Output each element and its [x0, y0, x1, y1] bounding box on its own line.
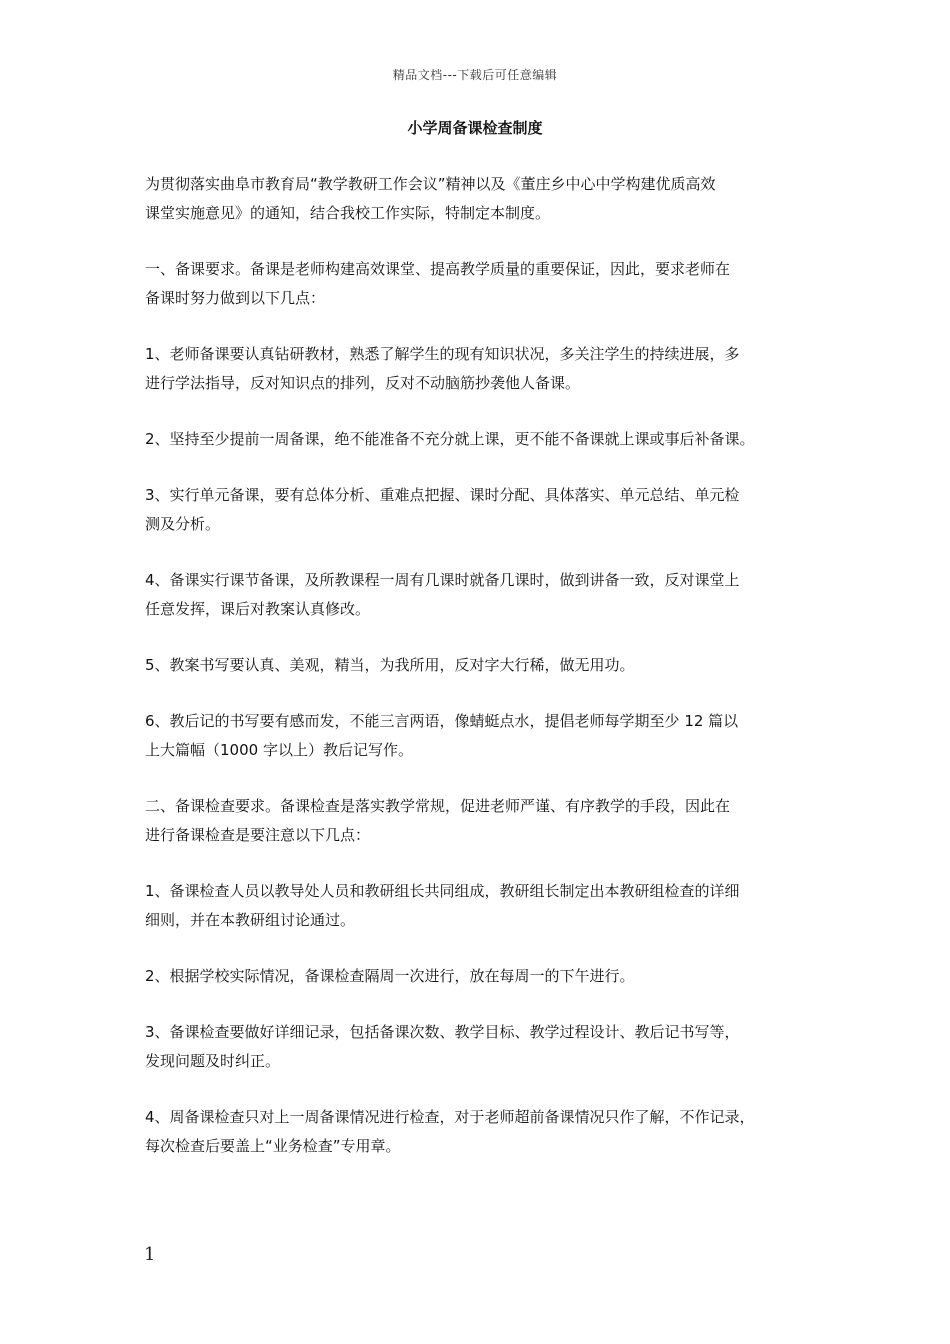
- intro-paragraph: 为贯彻落实曲阜市教育局“教学教研工作会议”精神以及《董庄乡中心中学构建优质高效 课堂实施意见》的通知，结合我校工作实际，特制定本制度。: [145, 175, 716, 222]
- section-2-heading-paragraph: 二、备课检查要求。备课检查是落实教学常规，促进老师严谨、有序教学的手段，因此在 进行备课检查是要注意以下几点：: [145, 797, 731, 844]
- section-2-item-1: 1、备课检查人员以教导处人员和教研组长共同组成，教研组长制定出本教研组检查的详细 细则，并在本教研组讨论通过。: [145, 882, 740, 929]
- section-1-item-4: 4、备课实行课节备课，及所教课程一周有几课时就备几课时，做到讲备一致，反对课堂上 任意发挥，课后对教案认真修改。: [145, 571, 740, 618]
- document-body: [145, 170, 825, 1188]
- document-title: 小学周备课检查制度: [407, 119, 543, 137]
- section-1-item-1: 1、老师备课要认真钻研教材，熟悉了解学生的现有知识状况，多关注学生的持续进展，多 进行学法指导，反对知识点的排列，反对不动脑筋抄袭他人备课。: [145, 345, 740, 392]
- section-1-item-3: 3、实行单元备课，要有总体分析、重难点把握、课时分配、具体落实、单元总结、单元检 测及分析。: [145, 486, 740, 533]
- section-1-item-2: 2、坚持至少提前一周备课，绝不能准备不充分就上课，更不能不备课就上课或事后补备课。: [145, 430, 755, 448]
- page-number: 1: [144, 1244, 156, 1265]
- section-1-item-5: 5、教案书写要认真、美观，精当，为我所用，反对字大行稀，做无用功。: [145, 656, 635, 674]
- section-1-heading-paragraph: 一、备课要求。备课是老师构建高效课堂、提高教学质量的重要保证，因此，要求老师在 备课时努力做到以下几点：: [145, 260, 731, 307]
- section-2-item-4: 4、周备课检查只对上一周备课情况进行检查，对于老师超前备课情况只作了解，不作记录， 每次检查后要盖上“业务检查”专用章。: [145, 1108, 755, 1155]
- section-2-item-3: 3、备课检查要做好详细记录，包括备课次数、教学目标、教学过程设计、教后记书写等， 发现问题及时纠正。: [145, 1023, 740, 1070]
- section-2-item-2: 2、根据学校实际情况，备课检查隔周一次进行，放在每周一的下午进行。: [145, 967, 635, 985]
- header-note: 精品文档---下载后可任意编辑: [392, 68, 558, 82]
- section-1-item-6: 6、教后记的书写要有感而发，不能三言两语，像蜻蜓点水，提倡老师每学期至少 12 篇以 上大篇幅（1000 字以上）教后记写作。: [145, 712, 739, 759]
